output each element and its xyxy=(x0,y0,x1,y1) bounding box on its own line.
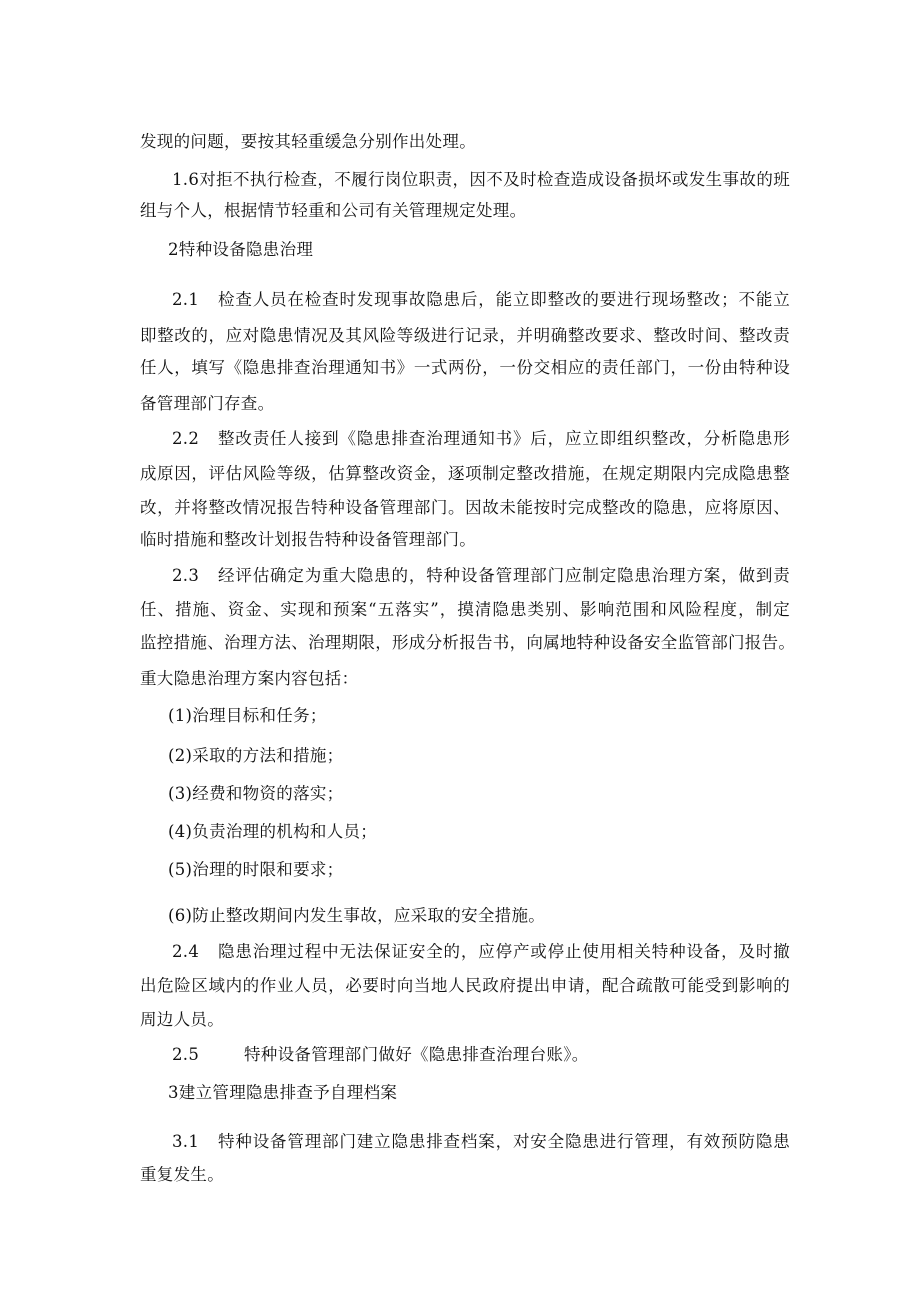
paragraph-1-6-line-1: 1.6对拒不执行检查，不履行岗位职责，因不及时检查造成设备损坏或发生事故的班 xyxy=(172,170,790,189)
paragraph-2-1-line-3: 任人，填写《隐患排查治理通知书》一式两份，一份交相应的责任部门，一份由特种设 xyxy=(140,358,790,377)
paragraph-2-2-line-3: 改，并将整改情况报告特种设备管理部门。因故未能按时完成整改的隐患，应将原因、 xyxy=(140,498,790,517)
list-item-3: (3)经费和物资的落实； xyxy=(168,784,344,803)
paragraph-2-3-line-1: 经评估确定为重大隐患的，特种设备管理部门应制定隐患治理方案，做到责 xyxy=(218,566,790,585)
paragraph-2-3-line-4: 重大隐患治理方案内容包括： xyxy=(140,669,359,688)
list-item-4: (4)负责治理的机构和人员； xyxy=(168,822,378,841)
paragraph-2-4-line-1: 隐患治理过程中无法保证安全的，应停产或停止使用相关特种设备，及时撤 xyxy=(218,942,790,961)
paragraph-intro-line-1: 发现的问题，要按其轻重缓急分别作出处理。 xyxy=(140,132,476,151)
paragraph-2-3-line-2: 任、措施、资金、实现和预案“五落实”，摸清隐患类别、影响范围和风险程度，制定 xyxy=(140,600,790,619)
paragraph-1-6-line-2: 组与个人，根据情节轻重和公司有关管理规定处理。 xyxy=(140,201,527,220)
list-item-6: (6)防止整改期间内发生事故，应采取的安全措施。 xyxy=(168,906,546,925)
paragraph-2-2-line-1: 整改责任人接到《隐患排查治理通知书》后，应立即组织整改，分析隐患形 xyxy=(218,429,790,448)
paragraph-3-1-line-2: 重复发生。 xyxy=(140,1165,224,1184)
paragraph-2-1-number: 2.1 xyxy=(172,290,200,309)
section-heading-3: 3建立管理隐患排查予自理档案 xyxy=(168,1083,398,1102)
paragraph-2-1-line-2: 即整改的，应对隐患情况及其风险等级进行记录，并明确整改要求、整改时间、整改责 xyxy=(140,326,790,345)
paragraph-2-4-line-3: 周边人员。 xyxy=(140,1010,224,1029)
paragraph-2-3-line-3: 监控措施、治理方法、治理期限，形成分析报告书，向属地特种设备安全监管部门报告。 xyxy=(140,633,796,652)
paragraph-3-1-number: 3.1 xyxy=(172,1132,200,1151)
paragraph-2-3-number: 2.3 xyxy=(172,566,200,585)
paragraph-2-5-line-1: 特种设备管理部门做好《隐患排查治理台账》。 xyxy=(244,1045,589,1064)
section-heading-2: 2特种设备隐患治理 xyxy=(168,240,314,259)
paragraph-3-1-line-1: 特种设备管理部门建立隐患排查档案，对安全隐患进行管理，有效预防隐患 xyxy=(218,1132,790,1151)
paragraph-2-5-number: 2.5 xyxy=(172,1045,200,1064)
paragraph-2-2-line-2: 成原因，评估风险等级，估算整改资金，逐项制定整改措施，在规定期限内完成隐患整 xyxy=(140,464,790,483)
paragraph-2-2-number: 2.2 xyxy=(172,429,200,448)
list-item-2: (2)采取的方法和措施； xyxy=(168,746,344,765)
list-item-1: (1)治理目标和任务； xyxy=(168,706,327,725)
list-item-5: (5)治理的时限和要求； xyxy=(168,860,344,879)
paragraph-2-1-line-1: 检查人员在检查时发现事故隐患后，能立即整改的要进行现场整改；不能立 xyxy=(218,290,790,309)
paragraph-2-2-line-4: 临时措施和整改计划报告特种设备管理部门。 xyxy=(140,530,476,549)
paragraph-2-4-number: 2.4 xyxy=(172,942,200,961)
paragraph-2-4-line-2: 出危险区域内的作业人员，必要时向当地人民政府提出申请，配合疏散可能受到影响的 xyxy=(140,976,790,995)
paragraph-2-1-line-4: 备管理部门存查。 xyxy=(140,394,275,413)
